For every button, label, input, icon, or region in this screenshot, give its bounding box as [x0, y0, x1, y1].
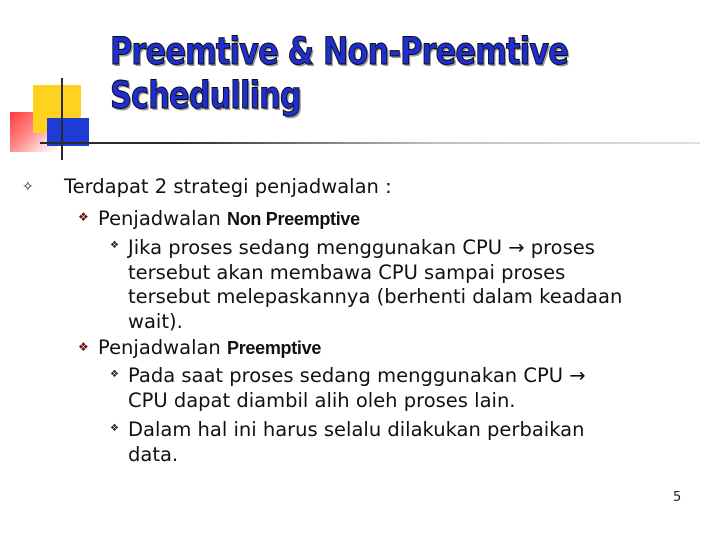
- diamond-bullet-icon: ❖: [110, 423, 119, 434]
- sub-item-line: data.: [128, 442, 179, 466]
- diamond-bullet-icon: ✧: [22, 179, 34, 195]
- slide-title-line2: Schedulling: [110, 74, 301, 117]
- page-number: 5: [673, 490, 682, 505]
- diamond-bullet-icon: ❖: [78, 210, 89, 224]
- sub-item-non-preemptive-desc: [128, 236, 622, 334]
- sub-item-preemptive-desc-2: [128, 418, 584, 467]
- item-label-term: Preemptive: [227, 338, 322, 358]
- item-label-term: Non Preemptive: [227, 209, 360, 229]
- intro-text: Terdapat 2 strategi penjadwalan :: [64, 175, 392, 198]
- sub-item-preemptive-desc-1: [128, 364, 586, 413]
- sub-item-line: wait).: [128, 309, 183, 333]
- diamond-bullet-icon: ❖: [110, 240, 119, 251]
- diamond-bullet-icon: ❖: [78, 340, 89, 354]
- sub-item-line: Jika proses sedang menggunakan CPU → proses: [128, 236, 595, 259]
- sub-item-line: tersebut melepaskannya (berhenti dalam keadaan: [128, 285, 623, 308]
- slide-title-line1: Preemtive & Non-Preemtive: [110, 30, 568, 73]
- sub-item-line: tersebut akan membawa CPU sampai proses: [128, 260, 566, 284]
- item-label-prefix: Penjadwalan: [98, 336, 227, 359]
- sub-item-line: Dalam hal ini harus selalu dilakukan perbaikan: [128, 418, 585, 441]
- sub-item-line: CPU dapat diambil alih oleh proses lain.: [128, 388, 516, 412]
- sub-item-line: Pada saat proses sedang menggunakan CPU →: [128, 364, 586, 387]
- item-label-prefix: Penjadwalan: [98, 207, 227, 230]
- diamond-bullet-icon: ❖: [110, 369, 119, 380]
- list-item-preemptive: [98, 336, 321, 361]
- list-item-non-preemptive: [98, 207, 360, 232]
